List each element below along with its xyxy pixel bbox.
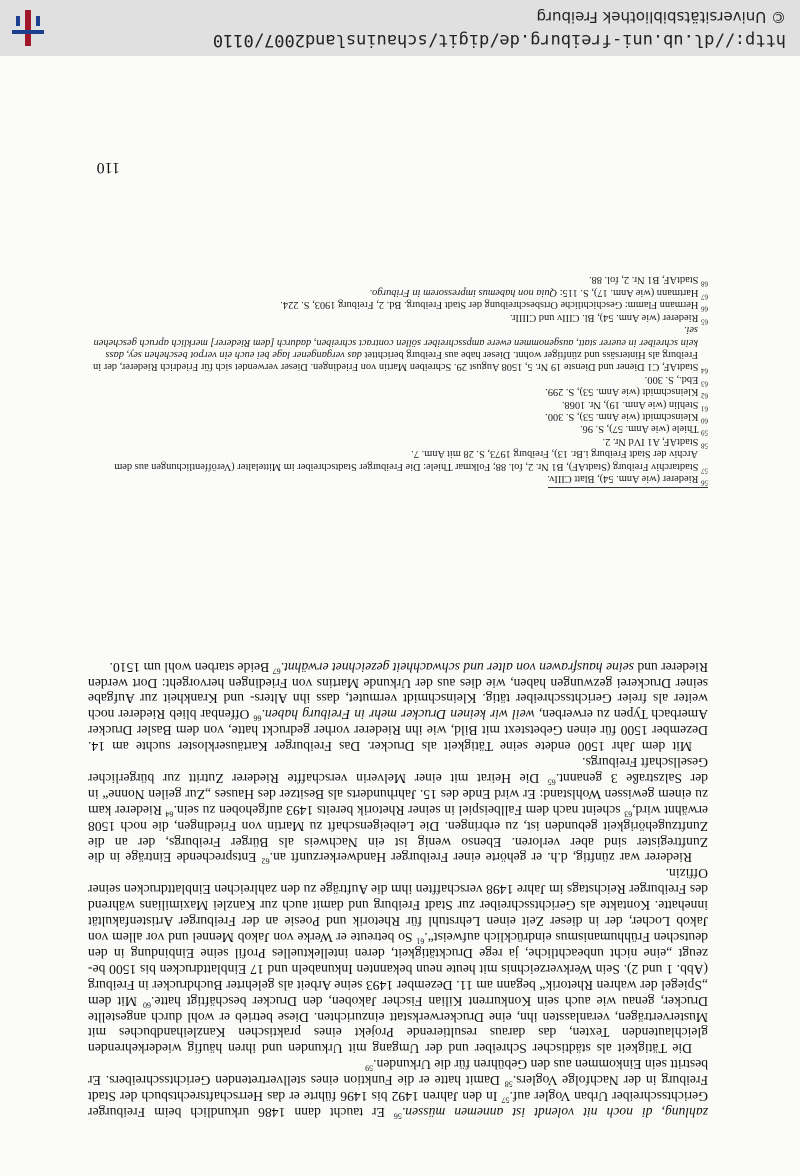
- footnote: $^{60}$ Kleinschmidt (wie Anm. 53), S. 300.: [545, 410, 708, 425]
- university-logo-icon: [8, 8, 48, 48]
- footnotes: [88, 273, 708, 488]
- page-number: 110: [96, 159, 120, 176]
- main-text: [88, 659, 708, 1120]
- footnote: $^{56}$ Riederer (wie Anm. 54), Blatt CIIIv.: [547, 473, 708, 487]
- footnote: $^{67}$ Hartmann (wie Anm. 17), S. 115: Quia non habemus impressorem in Friburgo.: [369, 286, 708, 301]
- footnote: $^{62}$ Kleinschmidt (wie Anm. 53), S. 299.: [545, 386, 708, 400]
- body-paragraph: zahlung, di noch nit volendt ist annemen müssen.$^{56}$ Er taucht dann 1486 urkundlich beim Freiburger Gerichtsschreiber Urban Vogler auf.$^{57}$ In den Jahren 1492 bis 1496 führte er das Herrschaftsrechtsbuch der Stadt Freiburg in der Nachfolge Voglers.$^{58}$ Damit hatte er die Funktion eines stellvertretenden Gerichtsschreibers. Er bestritt sein Einkommen aus den Gebühren für die Urkunden.$^{59}$: [88, 1057, 708, 1121]
- viewer-header: [0, 0, 800, 56]
- footnote: $^{63}$ Ebd., S. 300.: [644, 373, 708, 388]
- footnote: $^{66}$ Hermann Flamm: Geschichtliche Ortsbeschreibung der Stadt Freiburg. Bd. 2, Freiburg 1903, S. 224.: [280, 299, 708, 313]
- footnote: $^{59}$ Thiele (wie Anm. 57), S. 96.: [579, 423, 708, 437]
- footnote: $^{57}$ Stadtarchiv Freiburg (StadtAF), B1 Nr. 2, fol. 88; Folkmar Thiele: Die Freiburger Stadtschreiber im Mittelalter (Veröffentlichungen aus dem Archiv der Stadt Freiburg i.Br. 13), Freiburg 1973, S. 28 mit Anm. 7.: [114, 448, 708, 475]
- footnote: $^{61}$ Stehlin (wie Anm. 19), Nr. 1068.: [561, 398, 708, 413]
- copyright-text: © Universitätsbibliothek Freiburg: [536, 8, 786, 26]
- scanned-page: [0, 56, 800, 1176]
- body-paragraph: Die Tätigkeit als städtischer Schreiber und der Umgang mit Urkunden und ihren häufig wiederkehrenden gleichlautenden Texten, das daraus resultierende Projekt eines praktischen Kanzleihandbuches mit Musterverträgen, veranlassten ihn, eine Druckerwerkstatt einzurichten. Diese betrieb er wohl durch angestellte Drucker, genau wie auch sein Konkurrent Kilian Fischer Jakoben, den Drucker beschäftigt hatte.$^{60}$ Mit dem „Spiegel der wahren Rhetorik“ begann am 11. Dezember 1493 seine Arbeit als gelehrter Buchdrucker in Freiburg (Abb. 1 und 2). Sein Werkverzeichnis mit heute neun bekannten Inkunabeln und 17 Einblattdrucken bis 1500 bezeugt „eine nicht unbeachtliche, ja rege Drucktätigkeit, deren intellektuelles Profil seine Einbindung in den deutschen Frühhumanismus eindrücklich aufweist“.$^{61}$ So betreute er Werke von Jakob Mennel und vor allem von Jakob Locher, der in dieser Zeit einen Lehrstuhl für Rhetorik und Poesie an der Freiburger Artistenfakultät innehatte. Kontakte als Gerichtsschreiber zur Stadt Freiburg und damit auch zur Kanzlei Maximilians während des Freiburger Reichstags im Jahre 1498 verschafften ihm die Aufträge zu den zahlreichen Einblattdrucken seiner Offizin.: [87, 866, 708, 1057]
- footnote-rule: [548, 487, 708, 488]
- footnote: $^{58}$ StadtAF, A1 IVd Nr. 2.: [602, 435, 708, 450]
- footnote: $^{64}$ StadtAF, C1 Diener und Dienste 19 Nr. 5, 1508 August 29. Schreiben Martin von Friedingen. Dieser verwendet sich für Friedrich Riederer, der in Freiburg als Hintersäss und zünftiger wohnt. Dieser habe aus Freiburg berichttet das vergangener lage bei euch ein verpot beschehen sey, dass kein schreiber in euerer statt, ausgenommen ewere ampsschreiber söllen contract schreiben, dadurch [dem Riederer] merklich apruch geschehen sei.: [93, 324, 708, 375]
- footnote: $^{65}$ Riederer (wie Anm. 54), Bl. CIIIv und CIIIIr.: [509, 311, 708, 326]
- body-paragraph: Riederer war zünftig, d.h. er gehörte einer Freiburger Handwerkerzunft an.$^{62}$ Entsprechende Einträge in die Zunftregister sind aber verloren. Ebenso wenig ist ein Nachweis als Bürger Freiburgs, der an die Zunftzugehörigkeit gebunden ist, zu erbringen. Die Leibeigenschaft zu Martin von Friedingen, die noch 1508 erwähnt wird,$^{63}$ scheint nach dem Fallbeispiel in seiner Rhetorik bereits 1493 aufgehoben zu sein.$^{64}$ Riederer kam zu einem gewissen Wohlstand: Er wird Ende des 15. Jahrhunderts als Besitzer des Hauses „Zur geilen Nonne“ in der Salzstraße 3 genannt.$^{65}$ Die Heirat mit einer Melverin verschaffte Riederer Zutritt zur bürgerlicher Gesellschaft Freiburgs.: [87, 755, 708, 867]
- footnote-list: [88, 273, 708, 487]
- source-url-link[interactable]: http://dl.ub.uni-freiburg.de/digit/schauinsland2007/0110: [212, 30, 786, 50]
- footnote: $^{68}$ StadtAF, B1 Nr. 2, fol. 88.: [588, 274, 708, 288]
- body-paragraph: Mit dem Jahr 1500 endete seine Tätigkeit als Drucker. Das Freiburger Kartäuserkloster suchte am 14. Dezember 1500 für einen Gebetstext mit Bild, wie ihn Riederer vorher gedruckt hatte, von dem Basler Drucker Amerbach Typen zu erwerben, weil wir keinen Drucker mehr in Freiburg haben.$^{66}$ Offenbar blieb Riederer noch weiter als freier Gerichtsschreiber tätig. Kleinschmidt vermutet, dass ihn Alters- und Krankheit zur Aufgabe seiner Druckerei gezwungen haben, wie dies aus der Urkunde Martins von Friedingen hervorgeht: Dort werden Riederer und seine hausfrawen von alter und schwachheit gezeichnet erwähnt.$^{67}$ Beide starben wohl um 1510.: [88, 659, 708, 755]
